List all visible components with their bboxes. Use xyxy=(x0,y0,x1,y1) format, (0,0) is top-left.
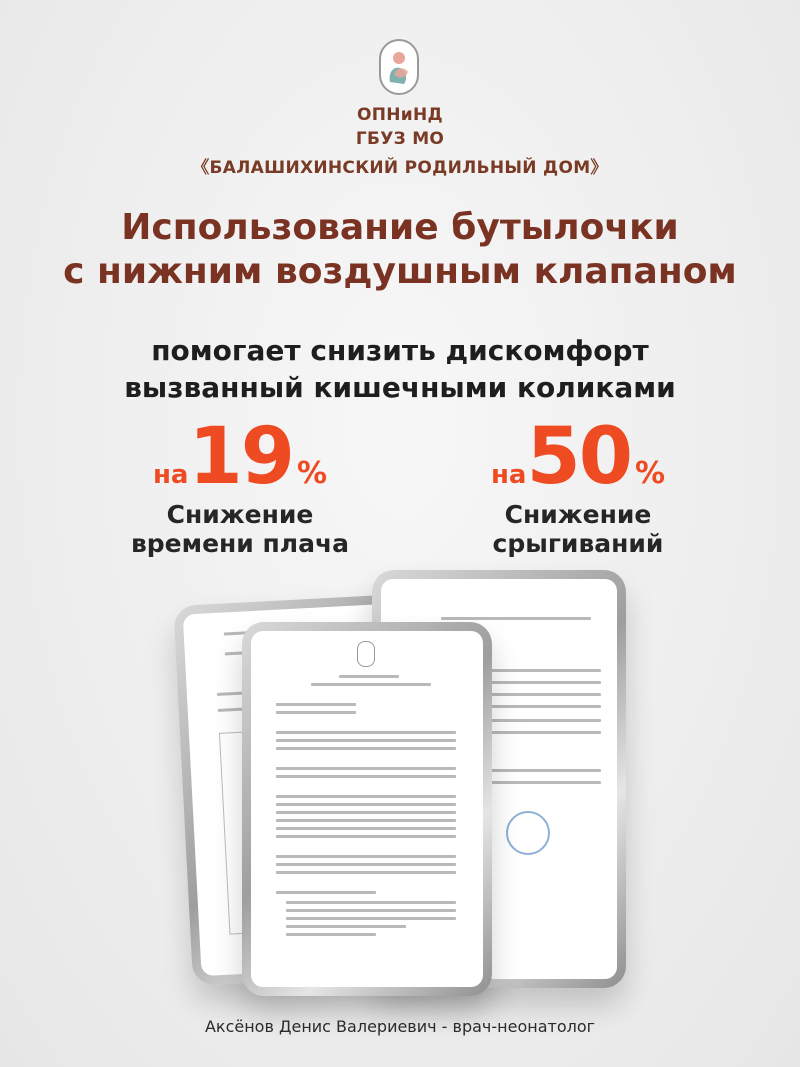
author-caption: Аксёнов Денис Валериевич - врач-неонатолог xyxy=(204,1017,596,1036)
stat-unit: % xyxy=(635,456,666,491)
stat-regurgitation-value xyxy=(428,412,728,502)
stat-crying xyxy=(90,412,390,558)
doc-logo-icon xyxy=(357,641,375,667)
headline-line2: с нижним воздушным клапаном xyxy=(63,251,737,292)
stat-crying-value xyxy=(90,412,390,502)
round-stamp-icon xyxy=(506,811,550,855)
org-name-line2: ГБУЗ МО xyxy=(355,129,445,149)
org-name-line1: ОПНиНД xyxy=(357,105,443,125)
stat-desc-line2: срыгиваний xyxy=(492,529,664,558)
stat-crying-desc xyxy=(90,500,390,558)
stat-number: 50 xyxy=(526,412,631,502)
stat-regurgitation-desc xyxy=(428,500,728,558)
document-tablet-front xyxy=(242,622,492,996)
subheadline-line1: помогает снизить дискомфорт xyxy=(151,334,649,367)
document-page-front xyxy=(251,631,483,987)
org-name-line3: 《БАЛАШИХИНСКИЙ РОДИЛЬНЫЙ ДОМ》 xyxy=(192,158,608,178)
stat-desc-line1: Снижение xyxy=(504,500,652,529)
stat-desc-line1: Снижение xyxy=(166,500,314,529)
stat-prefix: на xyxy=(490,460,527,490)
stat-unit: % xyxy=(297,456,328,491)
subheadline-line2: вызванный кишечными коликами xyxy=(124,371,676,404)
headline-line1: Использование бутылочки xyxy=(121,207,679,248)
stat-desc-line2: времени плача xyxy=(130,529,350,558)
stat-regurgitation xyxy=(428,412,728,558)
stat-number: 19 xyxy=(188,412,293,502)
stat-prefix: на xyxy=(152,460,189,490)
hospital-logo-icon xyxy=(378,38,420,96)
